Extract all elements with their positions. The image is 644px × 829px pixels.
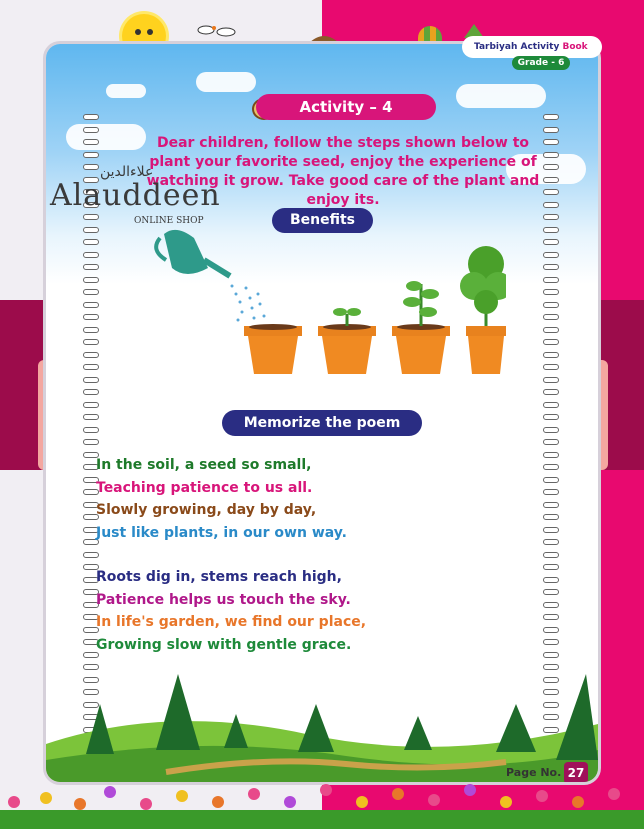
watermark-logo xyxy=(50,164,221,228)
activity-title: Activity – 4 xyxy=(256,94,436,120)
book-title-text: Tarbiyah Activity xyxy=(474,42,563,52)
watermark-arabic: علاءالدین xyxy=(100,164,154,180)
flowers-border xyxy=(0,780,644,829)
poem-line: Just like plants, in our own way. xyxy=(96,524,347,541)
pot-4-icon xyxy=(460,246,506,374)
watermark-name: Alauddeen xyxy=(50,178,221,213)
poem-line: Teaching patience to us all. xyxy=(96,479,313,496)
book-title-badge xyxy=(462,36,602,58)
benefits-label: Benefits xyxy=(272,208,373,233)
watermark-sub: ONLINE SHOP xyxy=(134,216,204,226)
poem-line: In the soil, a seed so small, xyxy=(96,457,312,473)
birds-icon xyxy=(196,20,242,40)
plant-growth-illustration xyxy=(146,224,506,374)
page-number: 27 xyxy=(564,762,588,782)
poem-line: Patience helps us touch the sky. xyxy=(96,591,351,608)
page-label: Page No. xyxy=(506,766,562,779)
book-title-accent: Book xyxy=(562,42,588,52)
pot-3-icon xyxy=(392,281,450,374)
page-card xyxy=(46,44,598,782)
poem-line: Slowly growing, day by day, xyxy=(96,502,317,518)
watering-can-icon xyxy=(156,230,230,276)
poem xyxy=(96,454,366,656)
landscape-illustration xyxy=(46,664,598,782)
water-drops-icon xyxy=(231,285,266,322)
poem-line: In life's garden, we find our place, xyxy=(96,614,367,630)
poem-line: Growing slow with gentle grace. xyxy=(96,636,352,653)
pot-1-icon xyxy=(244,324,302,374)
activity-intro: Dear children, follow the steps shown below to plant your favorite seed, enjoy the experience of watching it grow. Take good care of the plant and enjoy its. xyxy=(146,135,540,208)
poem-line: Roots dig in, stems reach high, xyxy=(96,569,342,585)
pot-2-icon xyxy=(318,308,376,374)
memorize-label: Memorize the poem xyxy=(222,410,422,436)
grade-badge: Grade - 6 xyxy=(512,56,570,70)
